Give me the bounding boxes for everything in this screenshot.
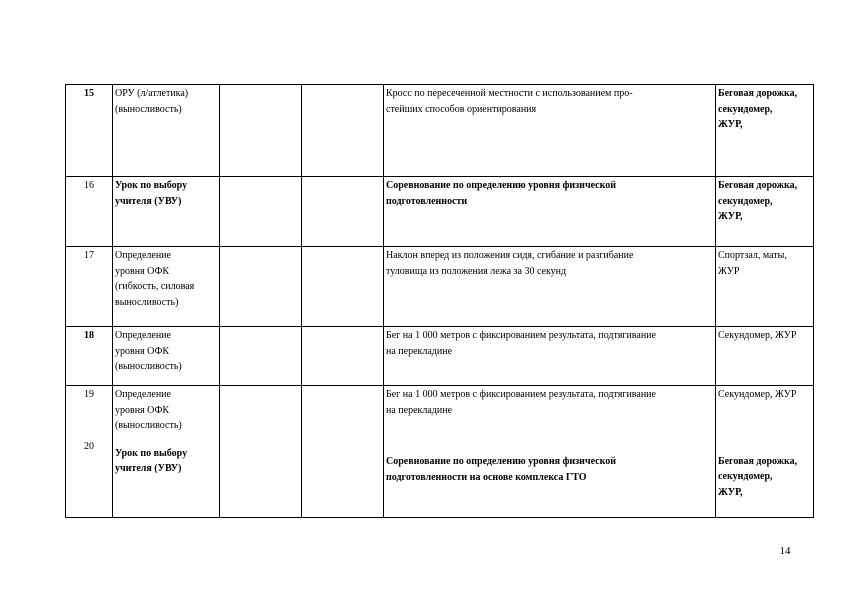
empty-cell — [220, 85, 302, 177]
table-row — [66, 85, 814, 177]
lesson-content: Кросс по пересеченной местности с использованием про- стейших способов ориентирования — [384, 85, 716, 177]
lesson-equipment: Беговая дорожка, секундомер, ЖУР, — [716, 85, 814, 177]
lesson-number: 19 20 — [66, 386, 113, 518]
lesson-number: 16 — [66, 177, 113, 247]
lesson-content: Бег на 1 000 метров с фиксированием результата, подтягивание на перекладине Соревнование по определению уровня физической подготовленности на основе комплекса ГТО — [384, 386, 716, 518]
lesson-equipment: Спортзал, маты, ЖУР — [716, 247, 814, 327]
empty-cell — [220, 327, 302, 386]
lesson-content: Бег на 1 000 метров с фиксированием результата, подтягивание на перекладине — [384, 327, 716, 386]
lesson-equipment: Секундомер, ЖУР Беговая дорожка, секундомер, ЖУР, — [716, 386, 814, 518]
empty-cell — [220, 247, 302, 327]
lesson-topic: ОРУ (л/атлетика) (выносливость) — [113, 85, 220, 177]
table-row — [66, 177, 814, 247]
table-row — [66, 247, 814, 327]
empty-cell — [220, 386, 302, 518]
lesson-plan-table — [65, 84, 814, 518]
lesson-number: 17 — [66, 247, 113, 327]
lesson-topic: Урок по выбору учителя (УВУ) — [113, 177, 220, 247]
lesson-content: Наклон вперед из положения сидя, сгибание и разгибание туловища из положения лежа за 30 секунд — [384, 247, 716, 327]
lesson-equipment: Секундомер, ЖУР — [716, 327, 814, 386]
lesson-topic: Определение уровня ОФК (выносливость) Урок по выбору учителя (УВУ) — [113, 386, 220, 518]
empty-cell — [302, 247, 384, 327]
empty-cell — [302, 85, 384, 177]
empty-cell — [302, 327, 384, 386]
lesson-equipment: Беговая дорожка, секундомер, ЖУР, — [716, 177, 814, 247]
lesson-topic: Определение уровня ОФК (гибкость, силовая выносливость) — [113, 247, 220, 327]
empty-cell — [302, 177, 384, 247]
table-row — [66, 386, 814, 518]
empty-cell — [302, 386, 384, 518]
empty-cell — [220, 177, 302, 247]
lesson-topic: Определение уровня ОФК (выносливость) — [113, 327, 220, 386]
table-row — [66, 327, 814, 386]
lesson-number: 15 — [66, 85, 113, 177]
lesson-number: 18 — [66, 327, 113, 386]
lesson-content: Соревнование по определению уровня физической подготовленности — [384, 177, 716, 247]
page-number: 14 — [779, 545, 791, 557]
